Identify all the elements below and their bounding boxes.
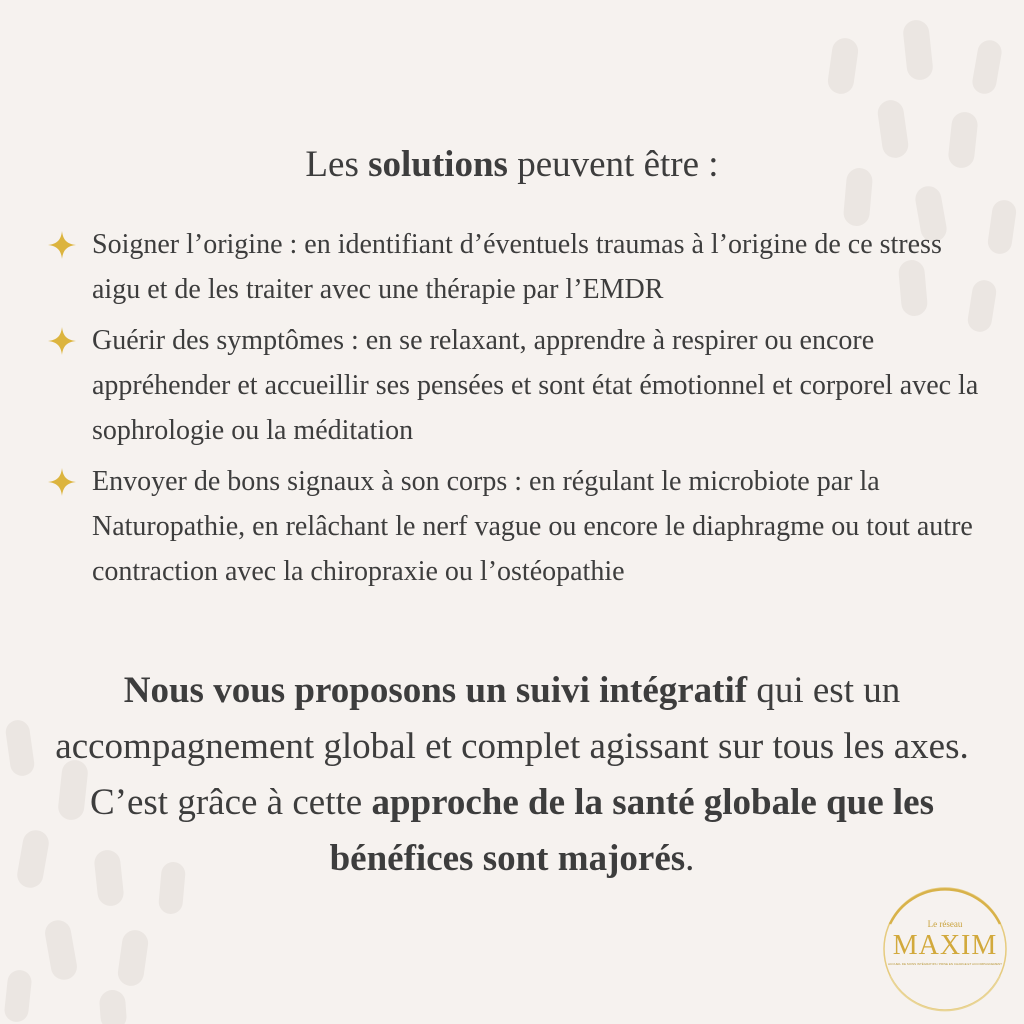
closing-emphasis-2: approche de la santé globale que les bénéfices sont majorés <box>329 782 935 879</box>
list-item-text: Guérir des symptômes : en se relaxant, apprendre à respirer ou encore appréhender et accueillir ses pensées et sont état émotionnel et corporel avec la sophrologie ou la méditation <box>92 325 979 446</box>
sparkle-icon <box>48 468 76 496</box>
sparkle-icon <box>48 231 76 259</box>
logo-name: MAXIM <box>892 930 998 961</box>
closing-paragraph <box>30 663 994 887</box>
closing-emphasis-1: Nous vous proposons un suivi intégratif <box>123 670 748 711</box>
maxim-logo <box>880 884 1010 1014</box>
closing-text-2: . <box>685 838 695 879</box>
closing-text-1: qui est un accompagnement global et complet agissant sur tous les axes. C’est grâce à cette <box>55 670 969 823</box>
heading-suffix: peuvent être : <box>507 144 719 185</box>
sparkle-icon <box>48 327 76 355</box>
logo-tagline: ACCUEIL DE SOINS INTÉGRATIFS / PRISE EN CHARGE ET ACCOMPAGNEMENT <box>888 962 1002 966</box>
list-item-text: Envoyer de bons signaux à son corps : en régulant le microbiote par la Naturopathie, en relâchant le nerf vague ou encore le diaphragme ou tout autre contraction avec la chiropraxie ou l’ostéopathie <box>92 466 973 587</box>
logo-small-text: Le réseau <box>927 919 963 929</box>
heading-prefix: Les <box>305 144 369 185</box>
section-heading <box>0 143 1024 186</box>
heading-emphasis: solutions <box>368 144 508 185</box>
list-item-text: Soigner l’origine : en identifiant d’éventuels traumas à l’origine de ce stress aigu et de les traiter avec une thérapie par l’EMDR <box>92 229 942 305</box>
